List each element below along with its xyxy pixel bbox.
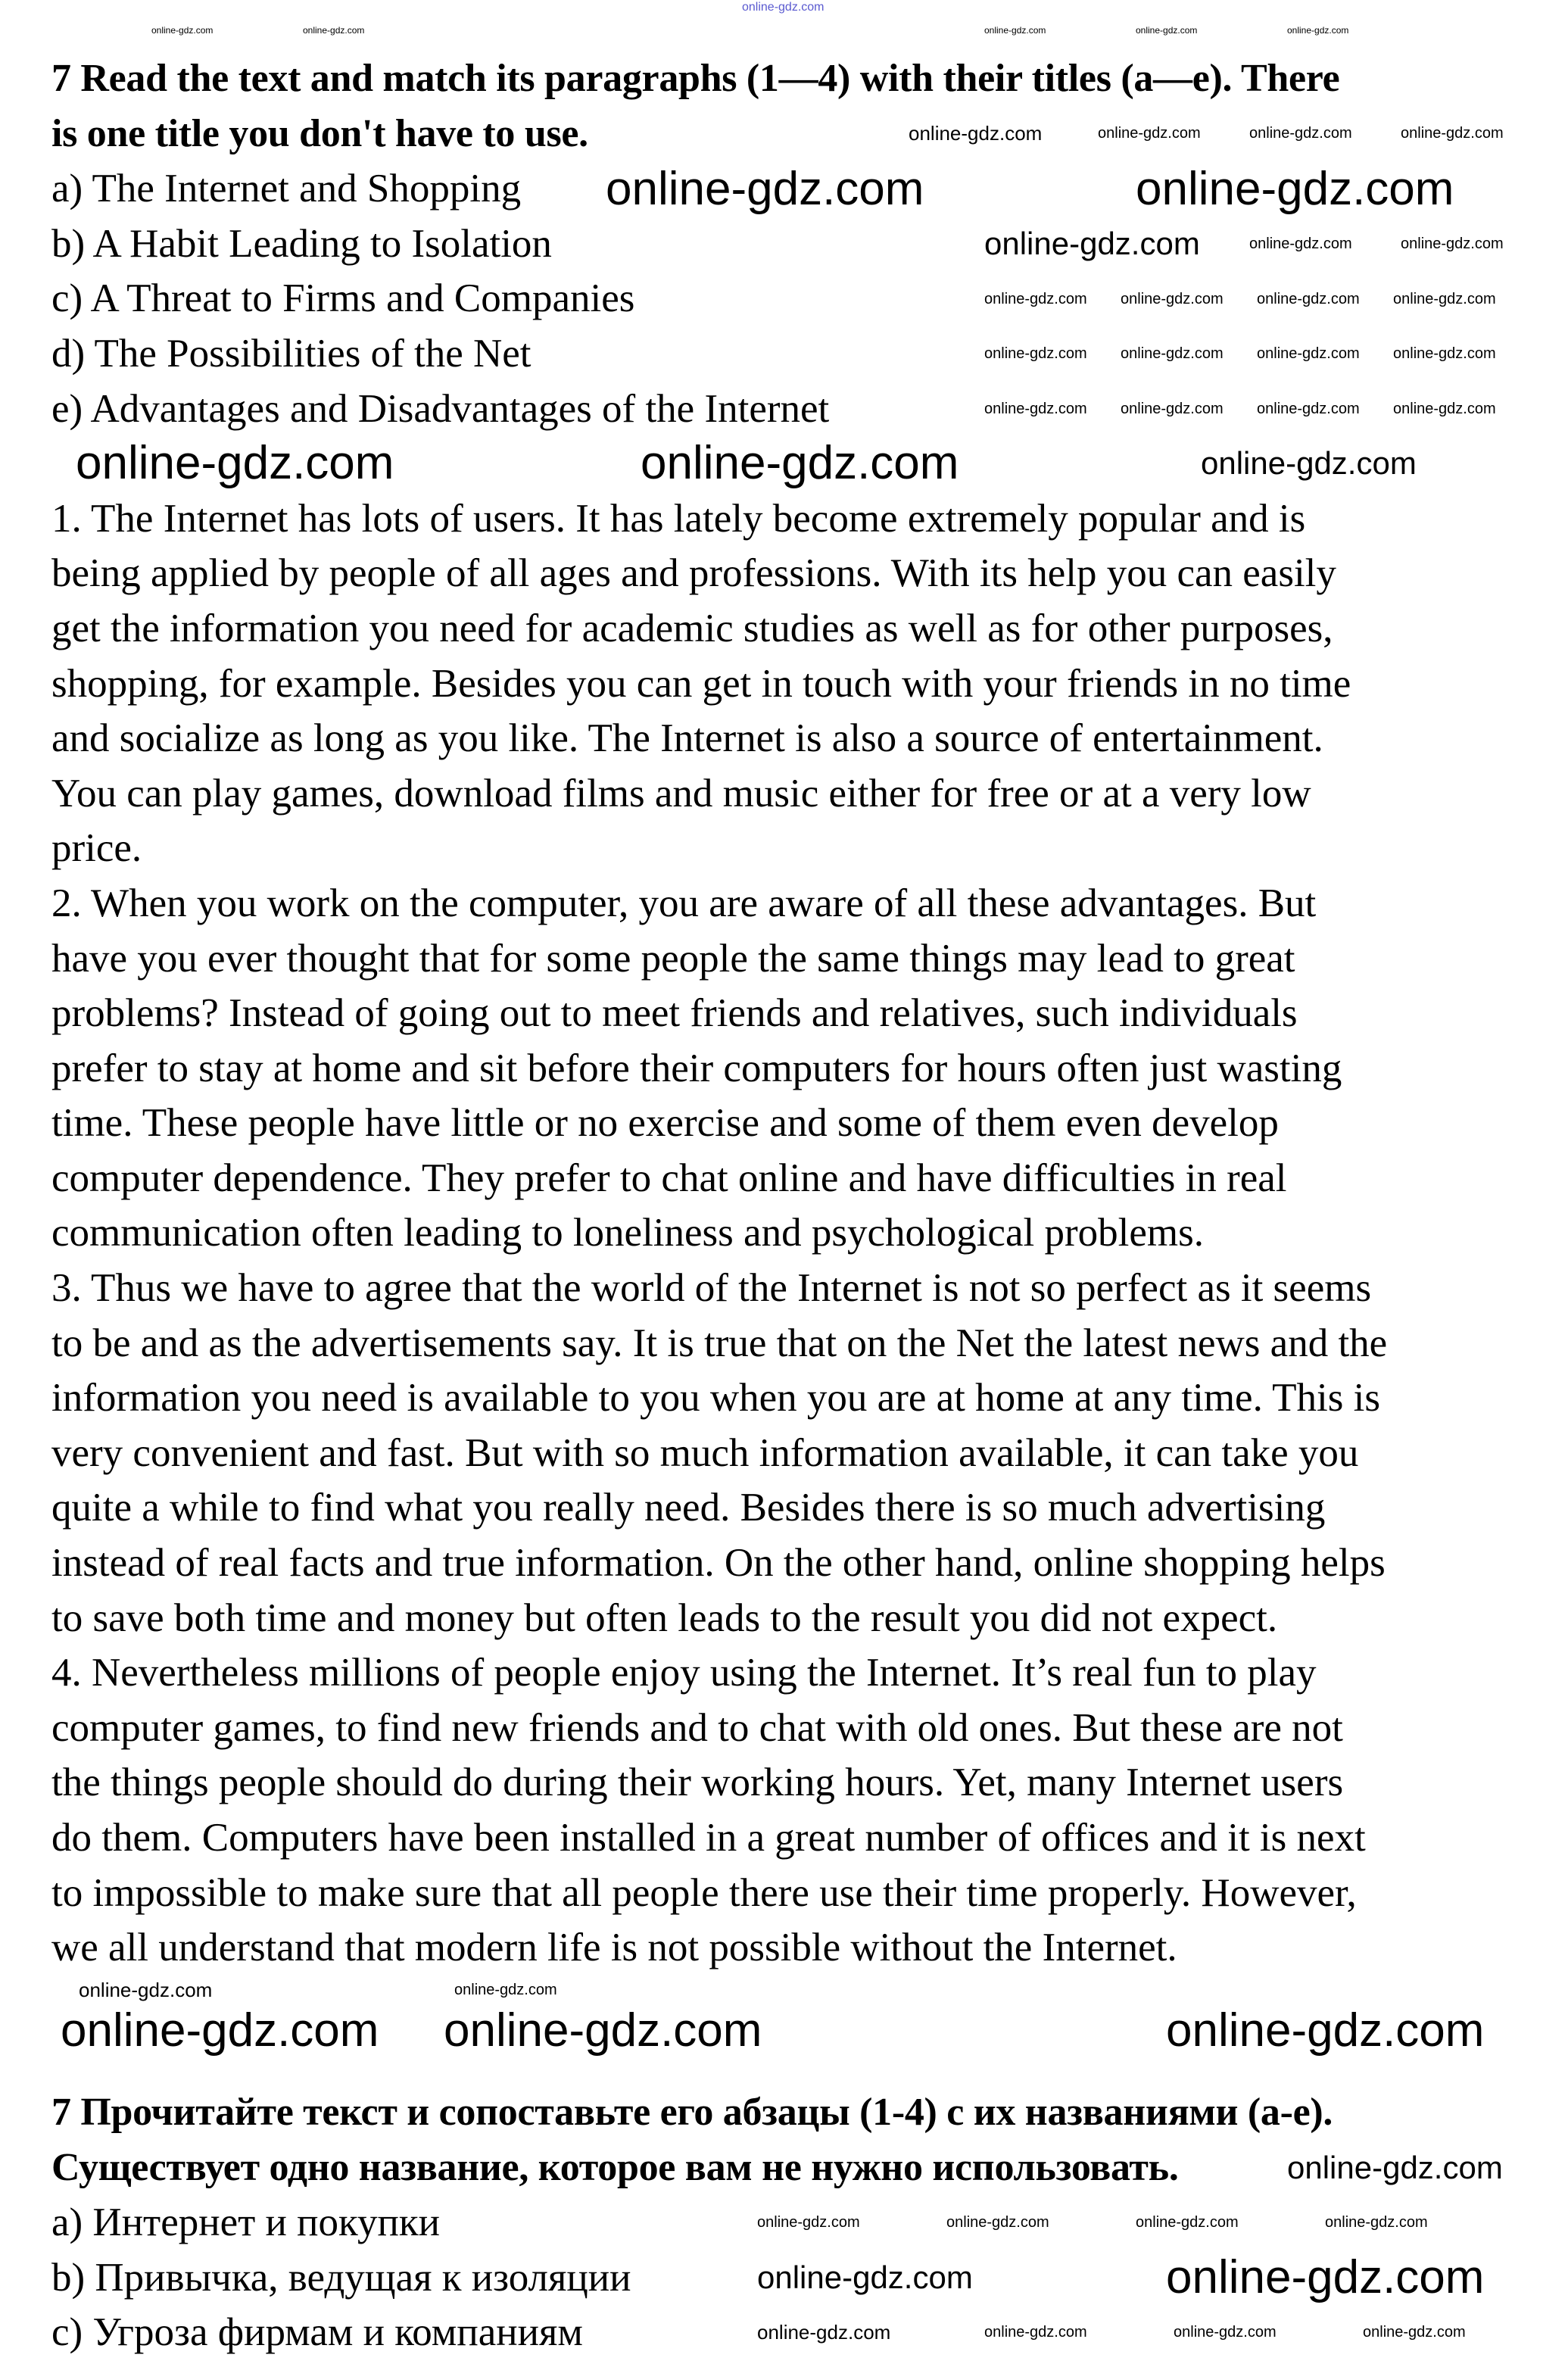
exercise-title-ru-2: Существует одно название, которое вам не нужно использовать. [51,2145,1179,2189]
watermark: online-gdz.com [946,2214,1049,2231]
watermark: online-gdz.com [1249,235,1352,252]
watermark: online-gdz.com [757,2214,860,2231]
paragraph-line: we all understand that modern life is not possible without the Internet. [51,1926,1177,1970]
watermark: online-gdz.com [1136,2214,1239,2231]
watermark: online-gdz.com [1393,291,1496,307]
option-c-ru: c) Угроза фирмам и компаниям [51,2310,583,2355]
watermark: online-gdz.com [984,2324,1087,2341]
watermark: online-gdz.com [757,2260,973,2295]
paragraph-line: communication often leading to loneliness and psychological problems. [51,1211,1204,1255]
watermark: online-gdz.com [1257,345,1360,362]
paragraph-line: to save both time and money but often leads to the result you did not expect. [51,1595,1278,1640]
watermark: online-gdz.com [1257,291,1360,307]
paragraph-line: price. [51,826,142,871]
watermark: online-gdz.com [1136,25,1198,36]
watermark: online-gdz.com [742,1,825,14]
watermark: online-gdz.com [1325,2214,1428,2231]
paragraph-4 [51,1645,1558,1976]
exercise-title-ru: 7 Прочитайте текст и сопоставьте его абзацы (1-4) с их названиями (а-е). [51,2090,1333,2134]
paragraph-line: computer games, to find new friends and to chat with old ones. But these are not [51,1705,1343,1750]
paragraph-line: 3. Thus we have to agree that the world of the Internet is not so perfect as it seems [51,1266,1372,1311]
option-d: d) The Possibilities of the Net [51,331,531,376]
paragraph-line: computer dependence. They prefer to chat online and have difficulties in real [51,1155,1287,1200]
watermark: online-gdz.com [1121,401,1224,417]
option-c: c) A Threat to Firms and Companies [51,276,635,321]
paragraph-line: very convenient and fast. But with so much information available, it can take you [51,1430,1359,1475]
watermark: online-gdz.com [909,122,1043,145]
watermark: online-gdz.com [79,1979,213,2001]
watermark: online-gdz.com [1287,25,1349,36]
paragraph-line: and socialize as long as you like. The Internet is also a source of entertainment. [51,716,1323,761]
watermark: online-gdz.com [303,25,365,36]
watermark: online-gdz.com [984,25,1046,36]
watermark: online-gdz.com [1136,163,1454,215]
watermark: online-gdz.com [1121,345,1224,362]
watermark: online-gdz.com [1166,2004,1485,2057]
paragraph-line: information you need is available to you when you are at home at any time. This is [51,1376,1380,1421]
paragraph-line: shopping, for example. Besides you can get in touch with your friends in no time [51,661,1351,706]
watermark: online-gdz.com [641,437,959,489]
paragraph-line: do them. Computers have been installed in a great number of offices and it is next [51,1816,1366,1860]
paragraph-line: being applied by people of all ages and professions. With its help you can easily [51,551,1336,596]
watermark: online-gdz.com [61,2004,379,2057]
watermark: online-gdz.com [76,437,394,489]
watermark: online-gdz.com [1201,445,1417,481]
paragraph-line: time. These people have little or no exercise and some of them even develop [51,1101,1279,1146]
watermark: online-gdz.com [1098,125,1201,142]
watermark: online-gdz.com [1393,345,1496,362]
option-b: b) A Habit Leading to Isolation [51,221,552,266]
watermark: online-gdz.com [1393,401,1496,417]
paragraph-line: get the information you need for academic studies as well as for other purposes, [51,606,1333,650]
option-e: e) Advantages and Disadvantages of the Internet [51,386,830,431]
watermark: online-gdz.com [454,1982,557,1998]
paragraph-line: to impossible to make sure that all people there use their time properly. However, [51,1870,1357,1915]
watermark: online-gdz.com [984,345,1087,362]
exercise-title-en: 7 Read the text and match its paragraphs (1—4) with their titles (a—e). There [51,57,1340,100]
option-b-ru: b) Привычка, ведущая к изоляции [51,2255,631,2300]
watermark: online-gdz.com [1174,2324,1277,2341]
watermark: online-gdz.com [1249,125,1352,142]
paragraphs [51,491,1558,1976]
option-a-ru: a) Интернет и покупки [51,2200,440,2245]
watermark: online-gdz.com [757,2321,891,2344]
watermark: online-gdz.com [984,401,1087,417]
watermark: online-gdz.com [151,25,214,36]
paragraph-1 [51,491,1558,876]
paragraph-line: the things people should do during their working hours. Yet, many Internet users [51,1761,1344,1805]
watermark: online-gdz.com [444,2004,762,2057]
paragraph-line: prefer to stay at home and sit before their computers for hours often just wasting [51,1046,1342,1090]
watermark: online-gdz.com [1363,2324,1466,2341]
watermark: online-gdz.com [1287,2150,1503,2185]
option-a: a) The Internet and Shopping [51,167,522,211]
paragraph-line: You can play games, download films and music either for free or at a very low [51,771,1311,816]
watermark: online-gdz.com [606,163,924,215]
watermark: online-gdz.com [1401,235,1504,252]
paragraph-line: to be and as the advertisements say. It is true that on the Net the latest news and the [51,1321,1388,1365]
paragraph-line: 2. When you work on the computer, you are aware of all these advantages. But [51,881,1317,925]
watermark: online-gdz.com [1166,2251,1485,2303]
watermark: online-gdz.com [984,291,1087,307]
paragraph-line: 4. Nevertheless millions of people enjoy using the Internet. It’s real fun to play [51,1651,1317,1695]
paragraph-2 [51,876,1558,1261]
watermark: online-gdz.com [1401,125,1504,142]
exercise-title-en-2: is one title you don't have to use. [51,111,588,155]
watermark: online-gdz.com [984,226,1200,261]
paragraph-line: problems? Instead of going out to meet friends and relatives, such individuals [51,991,1298,1036]
watermark: online-gdz.com [1257,401,1360,417]
paragraph-line: instead of real facts and true information. On the other hand, online shopping helps [51,1541,1386,1586]
paragraph-line: 1. The Internet has lots of users. It has lately become extremely popular and is [51,496,1306,541]
paragraph-line: have you ever thought that for some people the same things may lead to great [51,936,1295,981]
paragraph-3 [51,1261,1558,1645]
paragraph-line: quite a while to find what you really need. Besides there is so much advertising [51,1486,1326,1530]
watermark: online-gdz.com [1121,291,1224,307]
